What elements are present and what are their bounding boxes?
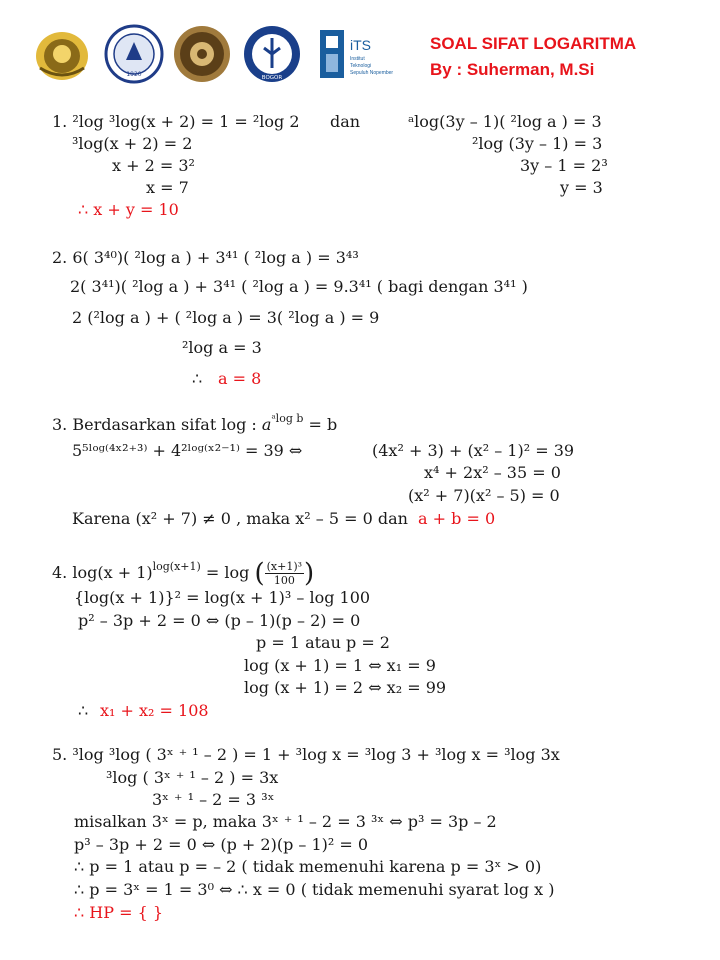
p3-line-4: (x² + 7)(x² – 5) = 0 — [408, 486, 560, 505]
svg-text:Sepuluh Nopember: Sepuluh Nopember — [350, 70, 394, 76]
ui-logo-icon — [32, 24, 92, 84]
p5-line-7: ∴ p = 3ˣ = 1 = 3⁰ ⇔ ∴ x = 0 ( tidak memenuhi syarat log x ) — [74, 880, 555, 899]
svg-text:Teknologi: Teknologi — [350, 63, 372, 69]
itb-logo-icon — [104, 24, 164, 84]
p4-line-5: log (x + 1) = 1 ⇔ x₁ = 9 — [244, 656, 436, 675]
author-line: By : Suherman, M.Si — [430, 60, 595, 79]
p2-line-2: 2( 3⁴¹)( ²log a ) + 3⁴¹ ( ²log a ) = 9.3⁴¹ ( bagi dengan 3⁴¹ ) — [70, 277, 528, 296]
p3-line-5: Karena (x² + 7) ≠ 0 , maka x² – 5 = 0 dan — [72, 509, 408, 528]
p4-line-3: p² – 3p + 2 = 0 ⇔ (p – 1)(p – 2) = 0 — [78, 611, 361, 630]
p1-line-b1: ᵃlog(3y – 1)( ²log a ) = 3 — [408, 112, 602, 131]
svg-text:Institut: Institut — [350, 56, 365, 62]
its-logo-icon — [318, 26, 410, 82]
p4-line-1: 4. $\log(x + 1)^{log(x+1)} = \log$ ( $\frac{\text{(x+1)³}}{100}$ ) — [52, 558, 315, 589]
p1-line-a2: ³log(x + 2) = 2 — [72, 134, 193, 153]
ipb-logo-icon — [242, 24, 302, 84]
p1-line-b2: ²log (3y – 1) = 3 — [472, 134, 603, 153]
p4-line-2: {log(x + 1)}² = log(x + 1)³ – log 100 — [74, 588, 371, 607]
p1-answer: ∴ x + y = 10 — [78, 200, 179, 219]
p5-line-4: misalkan 3ˣ = p, maka 3ˣ ⁺ ¹ – 2 = 3 ³ˣ ⇔ p³ = 3p – 2 — [74, 812, 497, 831]
p5-line-6: ∴ p = 1 atau p = – 2 ( tidak memenuhi karena p = 3ˣ > 0) — [74, 857, 542, 876]
p2-line-4: ²log a = 3 — [182, 338, 262, 357]
p2-line-3: 2 (²log a ) + ( ²log a ) = 3( ²log a ) = 9 — [72, 308, 380, 327]
p2-line-1: 2. 6( 3⁴⁰)( ²log a ) + 3⁴¹ ( ²log a ) = 3⁴³ — [52, 248, 359, 267]
p5-line-5: p³ – 3p + 2 = 0 ⇔ (p + 2)(p – 1)² = 0 — [74, 835, 369, 854]
p3-line-2: 5⁵ˡᵒᵍ⁽⁴ˣ²⁺³⁾ + 4²ˡᵒᵍ⁽ˣ²⁻¹⁾ = 39 ⇔ — [72, 441, 303, 460]
svg-text:1920: 1920 — [126, 71, 142, 78]
p2-answer: a = 8 — [218, 369, 262, 388]
p5-line-3: 3ˣ ⁺ ¹ – 2 = 3 ³ˣ — [152, 790, 275, 809]
p1-line-b4: y = 3 — [560, 178, 603, 197]
p3-line-1: 3. Berdasarkan sifat log : $a^{ᵃlog b} = b$ — [52, 412, 338, 434]
p4-answer: x₁ + x₂ = 108 — [100, 701, 209, 720]
p4-line-6: log (x + 1) = 2 ⇔ x₂ = 99 — [244, 678, 447, 697]
ugm-logo-icon — [172, 24, 232, 84]
p1-line-a4: x = 7 — [146, 178, 189, 197]
p1-dan: dan — [330, 112, 361, 131]
p4-line-4: p = 1 atau p = 2 — [256, 633, 390, 652]
p2-therefore: ∴ — [192, 369, 203, 388]
p1-line-b3: 3y – 1 = 2³ — [520, 156, 608, 175]
p1-line-a3: x + 2 = 3² — [112, 156, 195, 175]
svg-text:iTS: iTS — [350, 37, 371, 53]
page-title: SOAL SIFAT LOGARITMA — [430, 34, 637, 53]
p5-line-2: ³log ( 3ˣ ⁺ ¹ – 2 ) = 3x — [106, 768, 279, 787]
p1-line-a1: 1. ²log ³log(x + 2) = 1 = ²log 2 — [52, 112, 300, 131]
p3-answer: a + b = 0 — [418, 509, 496, 528]
p4-therefore: ∴ — [78, 701, 89, 720]
p5-line-1: 5. ³log ³log ( 3ˣ ⁺ ¹ – 2 ) = 1 + ³log x = ³log 3 + ³log x = ³log 3x — [52, 745, 560, 764]
p5-answer: ∴ HP = { } — [74, 903, 164, 922]
p3-line-3: x⁴ + 2x² – 35 = 0 — [424, 463, 561, 482]
svg-text:BOGOR: BOGOR — [261, 75, 283, 81]
p3-line-2b: (4x² + 3) + (x² – 1)² = 39 — [372, 441, 575, 460]
